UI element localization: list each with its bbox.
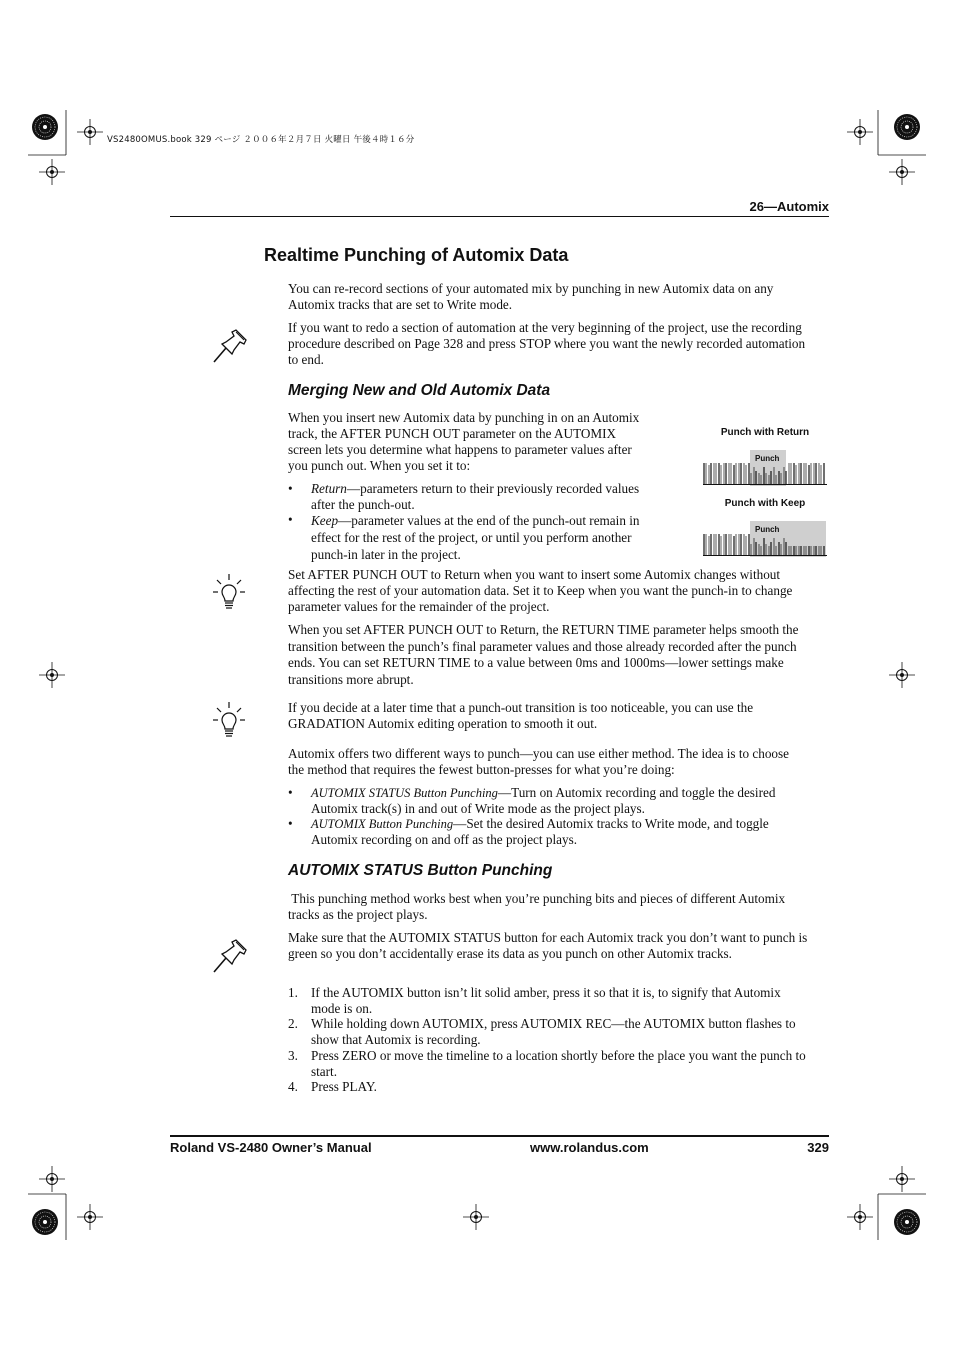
status-intro: This punching method works best when you’re punching bits and pieces of different Automix tracks as the project plays. xyxy=(288,891,789,922)
subsection-title: Merging New and Old Automix Data xyxy=(288,382,551,399)
registration-mark-icon xyxy=(889,662,915,688)
registration-mark-icon xyxy=(889,159,915,185)
subsection-title: AUTOMIX STATUS Button Punching xyxy=(288,862,553,879)
method-automix xyxy=(311,816,801,848)
punch-label: Punch xyxy=(755,454,780,463)
footer-url[interactable]: www.rolandus.com xyxy=(530,1140,649,1155)
bullet-desc: —parameters return to their previously recorded values after the punch-out. xyxy=(311,481,640,512)
bullet-return xyxy=(311,481,647,513)
page-number: 329 xyxy=(807,1140,829,1155)
tip-paragraph: Set AFTER PUNCH OUT to Return when you want to insert some Automix changes without affecting the rest of your automation data. Set it to Keep when you want the punch-in to change parameter values for the remainder of the project. xyxy=(288,567,793,614)
return-time-paragraph: When you set AFTER PUNCH OUT to Return, the RETURN TIME parameter helps smooth the transition between the punch’s final parameter values and those already recorded after the punch ends. You can set RETURN TIME to a value between 0ms and 1000ms—lower settings make transitions more abrupt. xyxy=(288,622,799,687)
figure-label-return: Punch with Return xyxy=(720,427,810,438)
waveform-return xyxy=(703,463,827,485)
registration-mark-icon xyxy=(39,1166,65,1192)
bullet-desc: —Set the desired Automix tracks to Write mode, and toggle Automix recording on and off as the project plays. xyxy=(311,816,769,847)
pushpin-icon xyxy=(210,326,250,366)
bullet-keep xyxy=(311,512,647,563)
note-paragraph: Make sure that the AUTOMIX STATUS button for each Automix track you don’t want to punch is green so you don’t accidentally erase its data as you punch on other Automix tracks. xyxy=(288,930,808,961)
bullet-mark: • xyxy=(288,785,293,800)
bullet-mark: • xyxy=(288,481,293,496)
bullet-desc: —Turn on Automix recording and toggle the desired Automix track(s) in and out of Write mode as the project plays. xyxy=(311,785,776,816)
merging-paragraph: When you insert new Automix data by punching in on an Automix track, the AFTER PUNCH OUT parameter on the AUTOMIX screen lets you determine what happens to parameter values after you punch out. When you set it to: xyxy=(288,410,640,473)
tip-paragraph: If you decide at a later time that a punch-out transition is too noticeable, you can use the GRADATION Automix editing operation to smooth it out. xyxy=(288,700,754,731)
bullet-term: AUTOMIX Button Punching xyxy=(311,817,454,831)
registration-mark-icon xyxy=(894,1209,920,1235)
registration-mark-icon xyxy=(847,1204,873,1230)
intro-paragraph: You can re-record sections of your automated mix by punching in new Automix data on any Automix tracks that are set to Write mode. xyxy=(288,281,774,312)
registration-mark-icon xyxy=(889,1166,915,1192)
registration-mark-icon xyxy=(77,119,103,145)
registration-mark-icon xyxy=(77,1204,103,1230)
registration-mark-icon xyxy=(32,1209,58,1235)
header-rule xyxy=(170,216,829,217)
step-number: 3. xyxy=(288,1048,298,1063)
two-ways-paragraph: Automix offers two different ways to punch—you can use either method. The idea is to choose the method that requires the fewest button-presses for what you’re doing: xyxy=(288,746,790,777)
step-text: Press ZERO or move the timeline to a location shortly before the place you want the punch to start. xyxy=(311,1048,806,1079)
figure-label-keep: Punch with Keep xyxy=(724,498,806,509)
section-title: Realtime Punching of Automix Data xyxy=(264,245,569,265)
registration-mark-icon xyxy=(463,1204,489,1230)
step-text: While holding down AUTOMIX, press AUTOMIX REC—the AUTOMIX button flashes to show that Automix is recording. xyxy=(311,1016,796,1047)
punch-label: Punch xyxy=(755,525,780,534)
bullet-desc: —parameter values at the end of the punch-out remain in effect for the rest of the project, or until you perform another punch-in later in the project. xyxy=(311,513,640,562)
bullet-term: AUTOMIX STATUS Button Punching xyxy=(311,786,498,800)
bullet-term: Return xyxy=(311,481,347,496)
registration-mark-icon xyxy=(32,114,58,140)
registration-mark-icon xyxy=(847,119,873,145)
waveform-keep xyxy=(703,534,827,556)
step-number: 2. xyxy=(288,1016,298,1031)
bullet-term: Keep xyxy=(311,513,339,528)
step-text: Press PLAY. xyxy=(311,1079,377,1094)
method-status xyxy=(311,785,801,817)
registration-mark-icon xyxy=(39,662,65,688)
step-text: If the AUTOMIX button isn’t lit solid amber, press it so that it is, to signify that Automix mode is on. xyxy=(311,985,781,1016)
lightbulb-icon xyxy=(211,572,247,612)
bullet-mark: • xyxy=(288,512,293,527)
note-paragraph: If you want to redo a section of automation at the very beginning of the project, use the recording procedure described on Page 328 and press STOP where you want the newly recorded automation to end. xyxy=(288,320,806,367)
bullet-mark: • xyxy=(288,816,293,831)
lightbulb-icon xyxy=(211,700,247,740)
running-header: 26—Automix xyxy=(749,199,829,214)
step-number: 4. xyxy=(288,1079,298,1094)
step-number: 1. xyxy=(288,985,298,1000)
pushpin-icon xyxy=(210,936,250,976)
footer-manual-title: Roland VS-2480 Owner’s Manual xyxy=(170,1140,372,1155)
file-meta-line: VS2480OMUS.book 329 ページ ２００６年２月７日 火曜日 午後４時１６分 xyxy=(107,135,415,145)
registration-mark-icon xyxy=(39,159,65,185)
footer-rule xyxy=(170,1135,829,1137)
registration-mark-icon xyxy=(894,114,920,140)
